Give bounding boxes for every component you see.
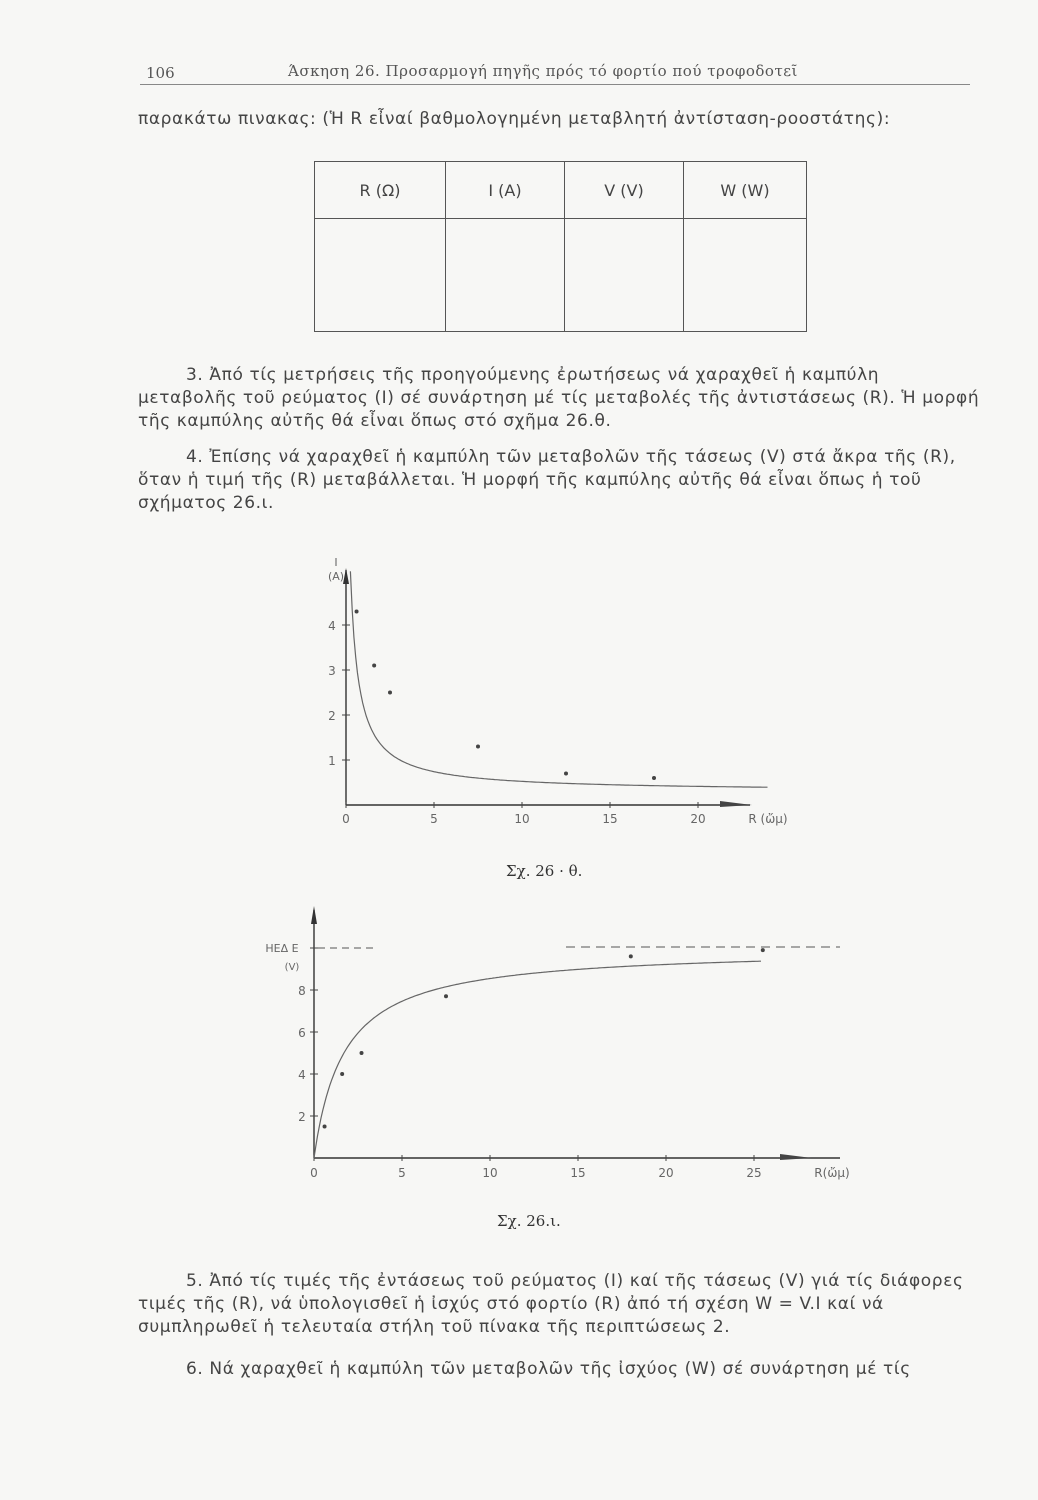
intro-paragraph bbox=[138, 108, 984, 131]
x-tick-label: 10 bbox=[514, 812, 530, 826]
figure-26-iota-caption: Σχ. 26.ι. bbox=[497, 1212, 561, 1230]
data-point bbox=[323, 1125, 327, 1129]
data-point bbox=[564, 772, 568, 776]
paragraph-3-text: 3. Ἀπό τίς μετρήσεις τῆς προηγούμενης ἐρωτήσεως νά χαραχθεῖ ἡ καμπύλη μεταβολῆς τοῦ ρεύματος (I) σέ συνάρτηση μέ τίς μεταβολές τῆς ἀντιστάσεως (R). Ἡ μορφή τῆς καμπύλης αὐτῆς θά εἶναι ὅπως στό σχῆμα 26.θ. bbox=[138, 365, 980, 431]
data-point bbox=[355, 610, 359, 614]
table-header-w: W (W) bbox=[684, 162, 807, 219]
x-tick-label: 15 bbox=[570, 1166, 586, 1180]
paragraph-4-text: 4. Ἐπίσης νά χαραχθεῖ ἡ καμπύλη τῶν μεταβολῶν τῆς τάσεως (V) στά ἄκρα τῆς (R), ὅταν ἡ τιμή τῆς (R) μεταβάλλεται. Ἡ μορφή τῆς καμπύλης αὐτῆς θά εἶναι ὅπως ἡ τοῦ σχήματος 26.ι. bbox=[138, 447, 956, 513]
voltage-curve bbox=[314, 961, 761, 1158]
x-tick-label: 0 bbox=[310, 1166, 318, 1180]
x-tick-label: 25 bbox=[746, 1166, 762, 1180]
y-tick-label: 6 bbox=[298, 1026, 306, 1040]
y-tick-label: 4 bbox=[328, 619, 336, 633]
asymptote-label: ΗΕΔ Ε bbox=[265, 942, 299, 955]
running-title: Άσκηση 26. Προσαρμογή πηγῆς πρός τό φορτίο πού τροφοδοτεῖ bbox=[288, 62, 798, 80]
x-axis-arrow bbox=[720, 801, 752, 807]
x-tick-label: 5 bbox=[398, 1166, 406, 1180]
data-point bbox=[340, 1072, 344, 1076]
x-tick-label: 20 bbox=[690, 812, 706, 826]
table-cell bbox=[446, 219, 565, 332]
paragraph-5-text: 5. Ἀπό τίς τιμές τῆς ἐντάσεως τοῦ ρεύματος (I) καί τῆς τάσεως (V) γιά τίς διάφορες τιμές τῆς (R), νά ὑπολογισθεῖ ἡ ἰσχύς στό φορτίο (R) ἀπό τή σχέση W = V.I καί νά συμπληρωθεῖ ἡ τελευταία στήλη τοῦ πίνακα τῆς περιπτώσεως 2. bbox=[138, 1271, 964, 1337]
paragraph-5 bbox=[138, 1270, 984, 1339]
data-point bbox=[476, 745, 480, 749]
paragraph-4 bbox=[138, 446, 984, 515]
x-axis-label: R(ὤμ) bbox=[814, 1166, 850, 1180]
paragraph-6-text: 6. Νά χαραχθεῖ ἡ καμπύλη τῶν μεταβολῶν τῆς ἰσχύος (W) σέ συνάρτηση μέ τίς bbox=[186, 1359, 911, 1379]
data-point bbox=[372, 664, 376, 668]
figure-26-theta-chart bbox=[300, 550, 820, 835]
data-point bbox=[629, 954, 633, 958]
x-tick-label: 20 bbox=[658, 1166, 674, 1180]
table-header-i: I (A) bbox=[446, 162, 565, 219]
x-tick-label: 15 bbox=[602, 812, 618, 826]
x-tick-label: 5 bbox=[430, 812, 438, 826]
data-point bbox=[444, 994, 448, 998]
y-tick-label: 8 bbox=[298, 984, 306, 998]
running-header bbox=[140, 56, 970, 85]
x-axis-label: R (ὤμ) bbox=[748, 812, 788, 826]
figure-26-iota-chart bbox=[240, 900, 860, 1190]
y-tick-label: 2 bbox=[298, 1110, 306, 1124]
data-point bbox=[360, 1051, 364, 1055]
y-tick-label: 3 bbox=[328, 664, 336, 678]
current-curve bbox=[350, 571, 767, 787]
y-axis-arrow bbox=[311, 906, 317, 924]
intro-text: παρακάτω πινακας: (Ἡ R εἶναί βαθμολογημένη μεταβλητή ἀντίσταση-ροοστάτης): bbox=[138, 109, 891, 129]
y-tick-label: 4 bbox=[298, 1068, 306, 1082]
table-header-v: V (V) bbox=[565, 162, 684, 219]
measurement-table bbox=[314, 161, 807, 332]
paragraph-6 bbox=[138, 1358, 984, 1381]
table-header-r: R (Ω) bbox=[315, 162, 446, 219]
data-point bbox=[652, 776, 656, 780]
y-axis-unit: (V) bbox=[284, 962, 300, 973]
y-axis-unit: (A) bbox=[327, 570, 345, 583]
page-number: 106 bbox=[146, 64, 175, 82]
data-point bbox=[388, 691, 392, 695]
data-point bbox=[761, 948, 765, 952]
figure-26-theta-caption: Σχ. 26 · θ. bbox=[506, 862, 583, 880]
y-tick-label: 2 bbox=[328, 709, 336, 723]
x-axis-arrow bbox=[780, 1154, 812, 1160]
table-cell bbox=[684, 219, 807, 332]
x-tick-label: 0 bbox=[342, 812, 350, 826]
y-axis-label: I bbox=[334, 556, 338, 569]
x-tick-label: 10 bbox=[482, 1166, 498, 1180]
table-cell bbox=[565, 219, 684, 332]
y-tick-label: 1 bbox=[328, 754, 336, 768]
table-cell bbox=[315, 219, 446, 332]
paragraph-3 bbox=[138, 364, 984, 433]
